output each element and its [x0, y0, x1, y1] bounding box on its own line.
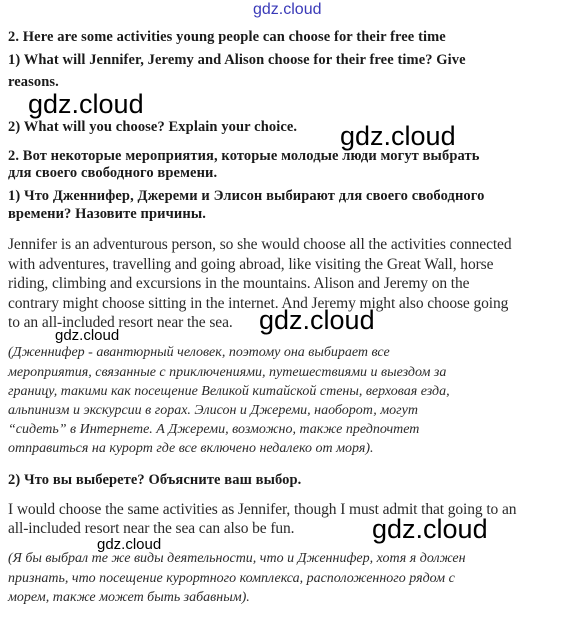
answer1-line: riding, climbing and excursions in the mountains. Alison and Jeremy on the: [8, 275, 470, 292]
watermark: gdz.cloud: [55, 327, 120, 344]
task-question1-ru-line1: 1) Что Дженнифер, Джереми и Элисон выбирают для своего свободного: [8, 188, 485, 204]
answer1-line: contrary might choose sitting in the internet. And Jeremy might also choose going: [8, 295, 509, 312]
answer1-translation-line: мероприятия, связанные с приключениями, путешествиями и выездом за: [8, 365, 447, 380]
task-question2-en: 2) What will you choose? Explain your choice.: [8, 119, 298, 135]
answer1-translation-line: границу, такими как посещение Великой китайской стены, верховая езда,: [8, 384, 450, 399]
task-question1-en-line2: reasons.: [8, 74, 59, 90]
answer1-translation-line: отправиться на курорт где все включено недалеко от моря).: [8, 441, 374, 456]
watermark: gdz.cloud: [97, 536, 162, 553]
question2-ru: 2) Что вы выберете? Объясните ваш выбор.: [8, 472, 302, 488]
answer2-translation-line: морем, также может быть забавным).: [8, 590, 250, 605]
answer1-translation-line: “сидеть” в Интернете. А Джереми, возможно, также предпочтет: [8, 422, 420, 437]
answer2-translation-line: признать, что посещение курортного комплекса, расположенного рядом с: [8, 571, 455, 586]
answer1-translation-line: (Дженнифер - авантюрный человек, поэтому она выбирает все: [8, 345, 390, 360]
task-title-en: 2. Here are some activities young people can choose for their free time: [8, 29, 446, 45]
task-question1-en-line1: 1) What will Jennifer, Jeremy and Alison choose for their free time? Give: [8, 52, 466, 68]
watermark: gdz.cloud: [28, 89, 144, 119]
answer1-line: Jennifer is an adventurous person, so she would choose all the activities connected: [8, 236, 512, 253]
task-title-ru-line2: для своего свободного времени.: [8, 165, 218, 181]
answer1-line: to an all-included resort near the sea.: [8, 314, 233, 331]
watermark: gdz.cloud: [340, 121, 456, 151]
answer2-line: all-included resort near the sea can also be fun.: [8, 520, 295, 537]
answer1-line: with adventures, travelling and going abroad, like visiting the Great Wall, horse: [8, 256, 494, 273]
answer2-translation-line: (Я бы выбрал те же виды деятельности, что и Дженнифер, хотя я должен: [8, 551, 466, 566]
task-title-ru-line1: 2. Вот некоторые мероприятия, которые молодые люди могут выбрать: [8, 148, 480, 164]
answer1-translation-line: альпинизм и экскурсии в горах. Элисон и Джереми, наоборот, могут: [8, 403, 418, 418]
watermark: gdz.cloud: [372, 514, 488, 544]
watermark-top: gdz.cloud: [253, 1, 322, 18]
answer2-line: I would choose the same activities as Jennifer, though I must admit that going to an: [8, 501, 517, 518]
task-question1-ru-line2: времени? Назовите причины.: [8, 206, 206, 222]
watermark: gdz.cloud: [259, 305, 375, 335]
